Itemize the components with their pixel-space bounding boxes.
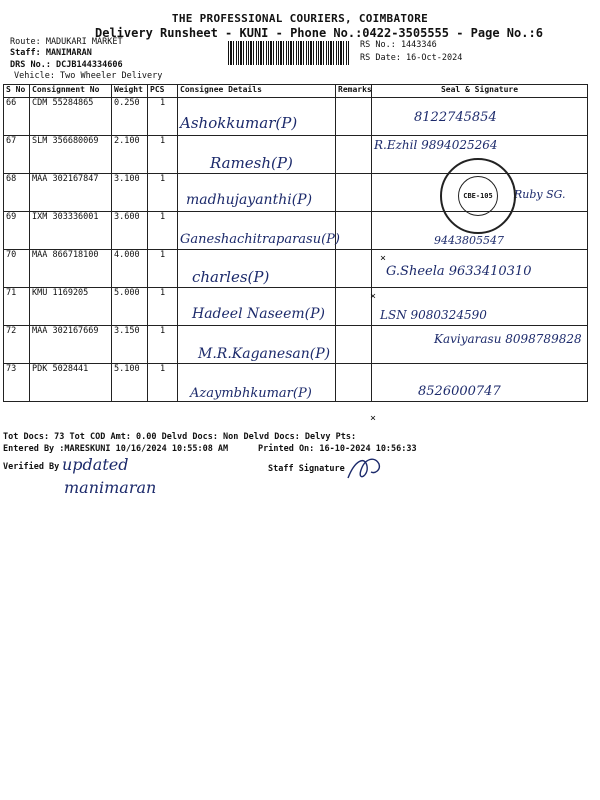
- seal-handwriting: 8122745854: [414, 110, 497, 125]
- staff-signature: [345, 452, 385, 486]
- col-weight: Weight: [112, 85, 148, 98]
- pcs: 1: [148, 364, 178, 402]
- seal-cell: [372, 250, 588, 288]
- table-row: [4, 250, 588, 288]
- seal-cell: [372, 326, 588, 364]
- entered-by: Entered By :MARESKUNI 10/16/2024 10:55:08 AM: [3, 444, 229, 454]
- sno: 67: [4, 136, 30, 174]
- totals-line: Tot Docs: 73 Tot COD Amt: 0.00 Delvd Docs: Non Delvd Docs: Delvy Pts:: [3, 432, 357, 442]
- weight: 5.000: [112, 288, 148, 326]
- table-row: [4, 326, 588, 364]
- remarks: [336, 212, 372, 250]
- seal-handwriting: LSN 9080324590: [380, 308, 487, 322]
- consignment-no: MAA 302167669: [30, 326, 112, 364]
- remarks: [336, 136, 372, 174]
- pcs: 1: [148, 174, 178, 212]
- seal-handwriting: 9443805547: [434, 234, 504, 247]
- pcs: 1: [148, 98, 178, 136]
- barcode: [228, 41, 350, 65]
- staff-signature-label: Staff Signature: [268, 464, 345, 474]
- remarks: [336, 326, 372, 364]
- remarks: [336, 98, 372, 136]
- consignment-no: CDM 55284865: [30, 98, 112, 136]
- remarks: [336, 250, 372, 288]
- col-seal-signature: Seal & Signature: [372, 85, 588, 98]
- runsheet-title: Delivery Runsheet - KUNI - Phone No.:0422-3505555 - Page No.:6: [95, 26, 543, 40]
- weight: 3.150: [112, 326, 148, 364]
- table-row: [4, 288, 588, 326]
- consignee-handwriting: Ganeshachitraparasu(P): [180, 232, 340, 247]
- weight: 2.100: [112, 136, 148, 174]
- table-header-row: [4, 85, 588, 98]
- remarks: [336, 288, 372, 326]
- col-sno: S No: [4, 85, 30, 98]
- weight: 0.250: [112, 98, 148, 136]
- stamp-code: CBE-105: [458, 176, 498, 216]
- consignee-handwriting: madhujayanthi(P): [186, 192, 313, 208]
- col-pcs: PCS: [148, 85, 178, 98]
- seal-handwriting: Ruby SG.: [514, 188, 566, 201]
- consignment-no: IXM 303336001: [30, 212, 112, 250]
- sno: 68: [4, 174, 30, 212]
- remarks: [336, 174, 372, 212]
- seal-cell: [372, 364, 588, 402]
- col-remarks: Remarks: [336, 85, 372, 98]
- table-row: [4, 364, 588, 402]
- printed-on: Printed On: 16-10-2024 10:56:33: [258, 444, 417, 454]
- tick-mark: ×: [370, 291, 377, 302]
- weight: 3.600: [112, 212, 148, 250]
- company-name: THE PROFESSIONAL COURIERS, COIMBATORE: [171, 12, 429, 25]
- seal-handwriting: R.Ezhil 9894025264: [374, 138, 498, 152]
- consignee-handwriting: Azaymbhkumar(P): [190, 386, 312, 401]
- consignee-cell: [178, 174, 336, 212]
- verified-name-handwriting: manimaran: [64, 478, 157, 497]
- table-row: [4, 98, 588, 136]
- consignment-no: MAA 302167847: [30, 174, 112, 212]
- weight: 3.100: [112, 174, 148, 212]
- courier-stamp: [440, 158, 516, 234]
- pcs: 1: [148, 212, 178, 250]
- consignment-no: SLM 356680069: [30, 136, 112, 174]
- tick-mark: ×: [380, 253, 387, 264]
- consignee-handwriting: Ashokkumar(P): [180, 114, 298, 132]
- consignee-cell: [178, 288, 336, 326]
- consignee-cell: [178, 98, 336, 136]
- sno: 70: [4, 250, 30, 288]
- weight: 4.000: [112, 250, 148, 288]
- seal-cell: [372, 288, 588, 326]
- consignee-cell: [178, 326, 336, 364]
- sno: 71: [4, 288, 30, 326]
- runsheet-table: [3, 84, 588, 402]
- seal-handwriting: G.Sheela 9633410310: [386, 264, 532, 279]
- sno: 73: [4, 364, 30, 402]
- consignee-cell: [178, 212, 340, 250]
- route: Route: MADUKARI MARKET: [10, 37, 123, 47]
- rs-date: RS Date: 16-Oct-2024: [360, 53, 463, 63]
- remarks: [336, 364, 372, 402]
- sno: 69: [4, 212, 30, 250]
- seal-cell: [372, 98, 588, 136]
- vehicle: Vehicle: Two Wheeler Delivery: [14, 71, 163, 81]
- consignee-handwriting: M.R.Kaganesan(P): [198, 346, 331, 362]
- seal-handwriting: Kaviyarasu 8098789828: [434, 332, 582, 346]
- verified-by-label: Verified By: [3, 462, 60, 472]
- drs-number: DRS No.: DCJB144334606: [10, 60, 123, 70]
- pcs: 1: [148, 250, 178, 288]
- consignee-cell: [178, 136, 336, 174]
- col-consignment: Consignment No: [30, 85, 112, 98]
- consignee-cell: [178, 250, 336, 288]
- pcs: 1: [148, 288, 178, 326]
- verified-by-handwriting: updated: [62, 455, 129, 474]
- seal-handwriting: 8526000747: [418, 384, 501, 399]
- pcs: 1: [148, 326, 178, 364]
- sno: 72: [4, 326, 30, 364]
- sno: 66: [4, 98, 30, 136]
- consignment-no: KMU 1169205: [30, 288, 112, 326]
- consignee-handwriting: charles(P): [192, 268, 270, 286]
- consignment-no: PDK 5028441: [30, 364, 112, 402]
- consignee-handwriting: Ramesh(P): [210, 154, 293, 172]
- staff: Staff: MANIMARAN: [10, 48, 92, 58]
- rs-number: RS No.: 1443346: [360, 40, 437, 50]
- weight: 5.100: [112, 364, 148, 402]
- col-consignee: Consignee Details: [178, 85, 336, 98]
- pcs: 1: [148, 136, 178, 174]
- tick-mark: ×: [370, 413, 377, 424]
- consignee-cell: [178, 364, 336, 402]
- consignee-handwriting: Hadeel Naseem(P): [192, 306, 325, 322]
- consignment-no: MAA 866718100: [30, 250, 112, 288]
